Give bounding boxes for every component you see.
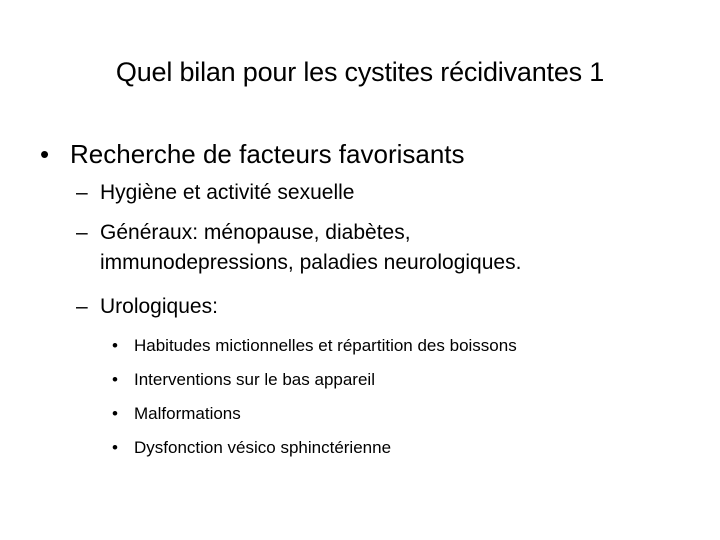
dash-icon: – [76, 295, 88, 318]
bullet-level3-interventions [112, 367, 375, 393]
slide-title: Quel bilan pour les cystites récidivantes 1 [115, 57, 605, 87]
bullet-level3-malformations [112, 401, 241, 427]
bullet-level2-hygiene [76, 178, 354, 208]
bullet-level3-text: Interventions sur le bas appareil [134, 370, 375, 389]
bullet-level3-dysfonction [112, 435, 391, 461]
bullet-icon: • [112, 438, 118, 457]
bullet-level1-text: Recherche de facteurs favorisants [70, 139, 465, 169]
dash-icon: – [76, 181, 88, 204]
bullet-icon: • [112, 336, 118, 355]
dash-icon: – [76, 221, 88, 244]
bullet-level1 [40, 136, 465, 172]
bullet-level3-text: Malformations [134, 404, 241, 423]
bullet-icon: • [112, 404, 118, 423]
bullet-level2-text-line2: immunodepressions, paladies neurologiques. [100, 251, 522, 274]
bullet-level3-text: Dysfonction vésico sphinctérienne [134, 438, 392, 457]
bullet-icon: • [40, 139, 50, 169]
bullet-level2-generaux [76, 218, 521, 278]
bullet-level2-text: Urologiques: [100, 295, 218, 318]
bullet-level3-habitudes [112, 333, 517, 359]
bullet-icon: • [112, 370, 118, 389]
bullet-level3-text: Habitudes mictionnelles et répartition des boissons [134, 336, 517, 355]
bullet-level2-text: Hygiène et activité sexuelle [100, 181, 355, 204]
bullet-level2-text-line1: Généraux: ménopause, diabètes, [100, 221, 411, 244]
bullet-level2-urologiques [76, 292, 218, 322]
